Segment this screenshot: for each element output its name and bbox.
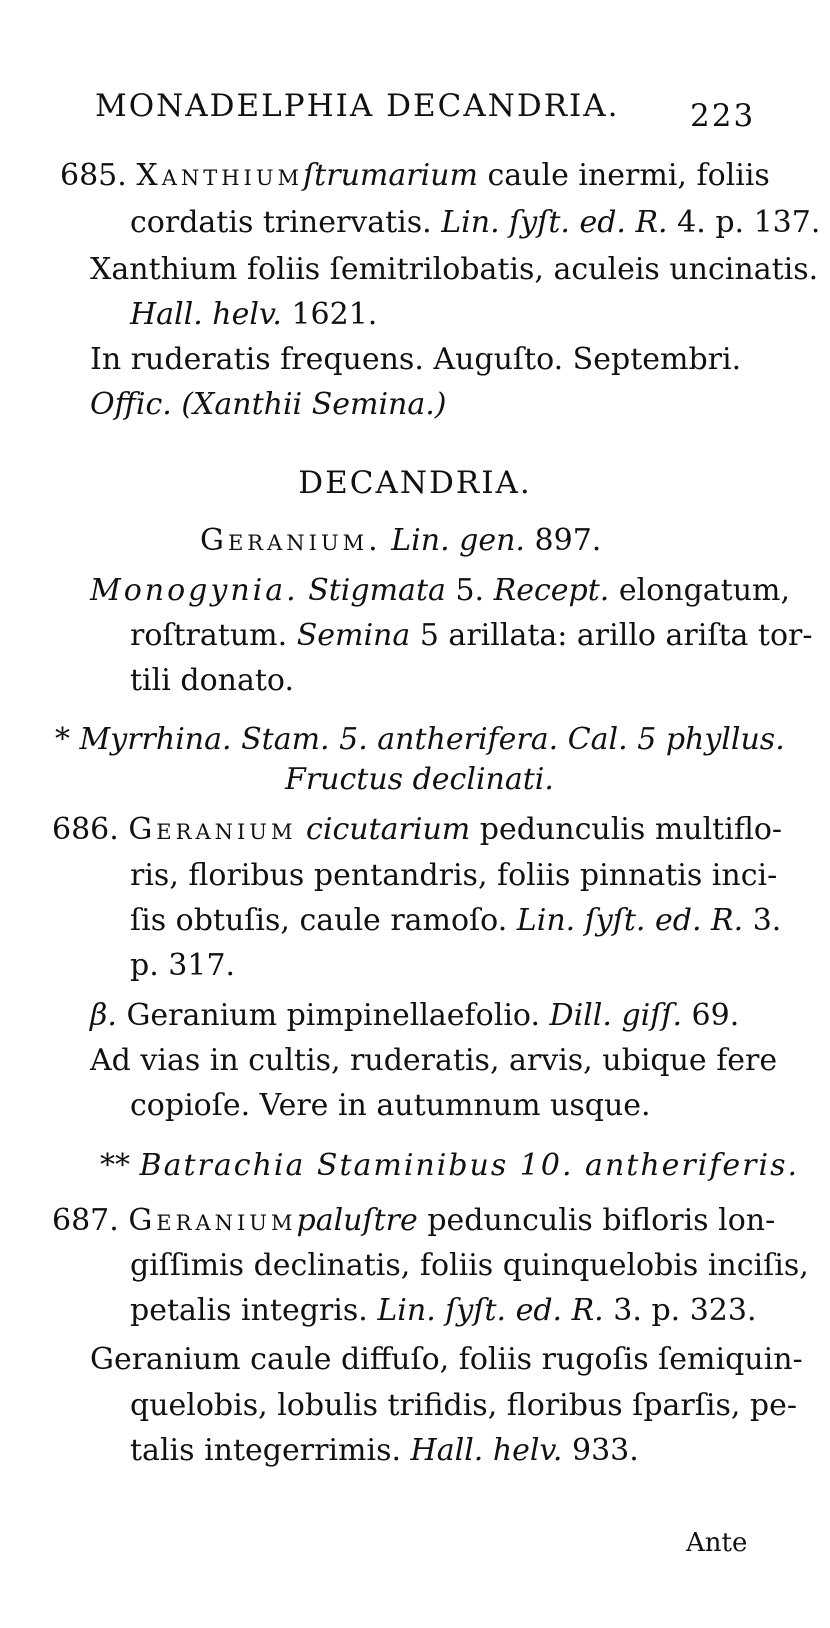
entry-686-line-3	[130, 903, 781, 939]
entry-686-line-2: ris, floribus pentandris, foliis pinnatis inci-	[130, 858, 778, 893]
description-text: pedunculis multiflo-	[479, 812, 783, 847]
genus-name: Geranium	[128, 812, 297, 847]
running-title: MONADELPHIA DECANDRIA.	[95, 88, 620, 124]
reference-number: 1621.	[291, 297, 378, 332]
semina-label: Semina	[296, 618, 411, 653]
order-label: Monogynia.	[90, 573, 299, 608]
genus-name: Geranium.	[200, 523, 382, 558]
subsection-text: Batrachia Staminibus 10. antheriferis.	[139, 1148, 800, 1183]
receptacle-label: Recept.	[493, 573, 610, 608]
reference: Lin. ſyſt. ed. R.	[377, 1293, 604, 1328]
reference-number: 69.	[691, 998, 740, 1033]
description-text: petalis integris.	[130, 1293, 368, 1328]
reference-number: 897.	[534, 523, 602, 558]
description-text: roſtratum.	[130, 618, 288, 653]
genus-name: Geranium	[128, 1203, 297, 1238]
asterisk-mark: *	[55, 722, 70, 757]
variety-text: Geranium pimpinellaefolio.	[126, 998, 540, 1033]
entry-685-line-1	[60, 158, 770, 194]
subsection-text: Myrrhina. Stam. 5. antherifera. Cal. 5 phyllus.	[79, 722, 785, 757]
reference: Lin. ſyſt. ed. R.	[441, 205, 668, 240]
description-text: pedunculis bifloris lon-	[427, 1203, 776, 1238]
reference: Lin. ſyſt. ed. R.	[516, 903, 744, 938]
entry-number: 687.	[52, 1203, 119, 1238]
reference-number: 3. p. 323.	[613, 1293, 757, 1328]
monogynia-line-2	[130, 618, 813, 654]
entry-686-line-7: copioſe. Vere in autumnum usque.	[130, 1088, 651, 1123]
reference-number: 3.	[752, 903, 782, 938]
entry-685-line-5: In ruderatis frequens. Auguſto. Septembri.	[90, 342, 742, 377]
reference: Dill. giſſ.	[549, 998, 682, 1033]
reference: Hall. helv.	[130, 297, 282, 332]
description-text: cordatis trinervatis.	[130, 205, 432, 240]
myrrhina-line-1	[55, 722, 785, 758]
genus-heading	[200, 523, 601, 559]
entry-number: 686.	[52, 812, 119, 847]
entry-687-line-3	[130, 1293, 757, 1329]
genus-name: Xanthium	[136, 158, 304, 193]
description-text: talis integerrimis.	[130, 1433, 401, 1468]
entry-686-line-4: p. 317.	[130, 948, 236, 983]
asterisk-mark: **	[100, 1148, 130, 1183]
description-text: 5 arillata: arillo ariſta tor-	[419, 618, 813, 653]
entry-687-line-5: quelobis, lobulis trifidis, floribus ſparſis, pe-	[130, 1388, 798, 1423]
reference: Hall. helv.	[410, 1433, 563, 1468]
entry-687-line-1	[52, 1203, 775, 1239]
entry-number: 685.	[60, 158, 127, 193]
entry-686-line-6: Ad vias in cultis, ruderatis, arvis, ubique fere	[90, 1043, 778, 1078]
entry-686-line-1	[52, 812, 782, 848]
page-number: 223	[690, 98, 756, 134]
entry-687-line-2: giſſimis declinatis, foliis quinquelobis inciſis,	[130, 1248, 809, 1283]
species-name: paluſtre	[296, 1203, 418, 1238]
description-text: ſis obtuſis, caule ramoſo.	[130, 903, 508, 938]
variety-mark: β.	[90, 998, 117, 1033]
description-text: caule inermi, foliis	[487, 158, 770, 193]
species-name: ſtrumarium	[303, 158, 478, 193]
entry-685-line-4	[130, 297, 377, 333]
myrrhina-line-2: Fructus declinati.	[285, 762, 554, 797]
batrachia-line	[100, 1148, 799, 1184]
entry-687-line-4: Geranium caule diffuſo, foliis rugoſis ſemiquin-	[90, 1342, 803, 1377]
catchword: Ante	[686, 1528, 748, 1558]
section-heading: DECANDRIA.	[298, 465, 532, 501]
species-name: cicutarium	[306, 812, 471, 847]
stigmata-number: 5.	[455, 573, 485, 608]
entry-685-line-3: Xanthium foliis ſemitrilobatis, aculeis uncinatis.	[90, 252, 819, 287]
entry-685-line-2	[130, 205, 820, 241]
stigmata-label: Stigmata	[308, 573, 446, 608]
entry-686-variety-line	[90, 998, 739, 1034]
description-text: elongatum,	[618, 573, 791, 608]
reference-number: 933.	[572, 1433, 639, 1468]
entry-685-line-6: Offic. (Xanthii Semina.)	[90, 387, 447, 422]
monogynia-line-1	[90, 573, 790, 609]
monogynia-line-3: tili donato.	[130, 663, 294, 698]
reference-number: 4. p. 137.	[677, 205, 821, 240]
reference: Lin. gen.	[391, 523, 525, 558]
entry-687-line-6	[130, 1433, 639, 1469]
